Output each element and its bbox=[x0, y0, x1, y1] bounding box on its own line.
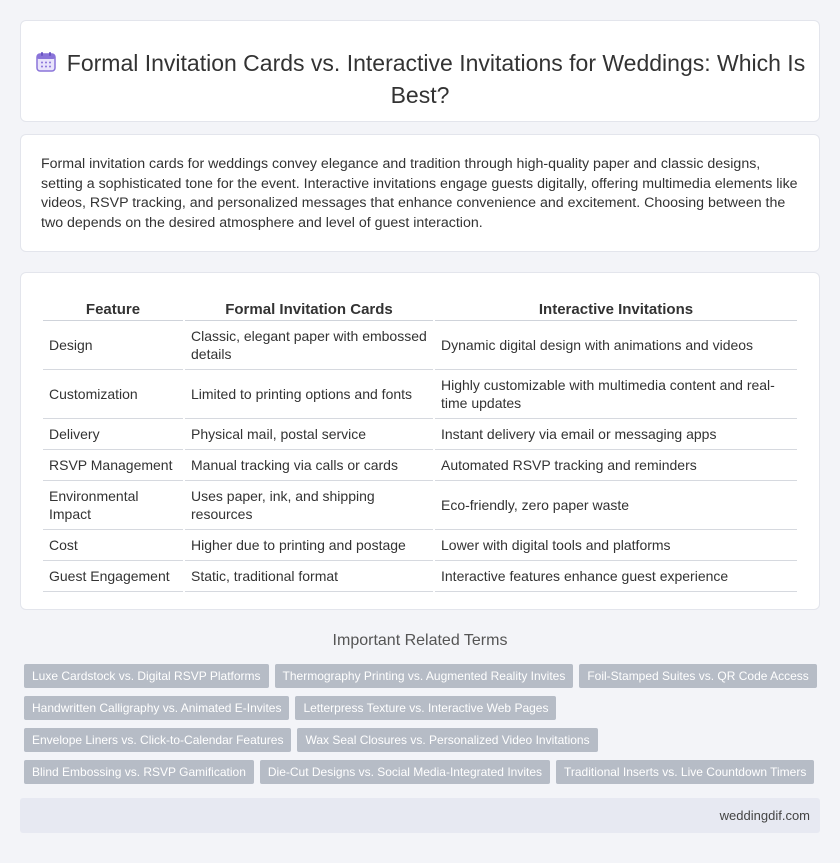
cell-formal: Manual tracking via calls or cards bbox=[185, 450, 433, 481]
header-feature: Feature bbox=[43, 297, 183, 321]
related-term-tag[interactable]: Luxe Cardstock vs. Digital RSVP Platforms bbox=[24, 664, 269, 688]
comparison-card bbox=[20, 272, 820, 610]
intro-paragraph: Formal invitation cards for weddings convey elegance and tradition through high-quality paper and classic designs, setting a sophisticated tone for the event. Interactive invitations engage guests digitally, offering multimedia elements like videos, RSVP tracking, and personalized messages that enhance convenience and excitement. Choosing between the two depends on the desired atmosphere and level of guest interaction. bbox=[41, 156, 798, 231]
cell-feature: RSVP Management bbox=[43, 450, 183, 481]
related-term-tag[interactable]: Thermography Printing vs. Augmented Reality Invites bbox=[275, 664, 574, 688]
cell-formal: Uses paper, ink, and shipping resources bbox=[185, 481, 433, 530]
cell-feature: Design bbox=[43, 321, 183, 370]
table-row bbox=[43, 419, 797, 450]
cell-interactive: Eco-friendly, zero paper waste bbox=[435, 481, 797, 530]
related-term-tag[interactable]: Envelope Liners vs. Click-to-Calendar Features bbox=[24, 728, 291, 752]
related-terms-title: Important Related Terms bbox=[332, 632, 508, 649]
related-term-tag[interactable]: Blind Embossing vs. RSVP Gamification bbox=[24, 760, 254, 784]
cell-interactive: Instant delivery via email or messaging apps bbox=[435, 419, 797, 450]
table-row bbox=[43, 370, 797, 419]
intro-card bbox=[20, 134, 820, 252]
related-term-tag[interactable]: Die-Cut Designs vs. Social Media-Integrated Invites bbox=[260, 760, 550, 784]
related-term-tag[interactable]: Letterpress Texture vs. Interactive Web Pages bbox=[295, 696, 556, 720]
header-interactive: Interactive Invitations bbox=[435, 297, 797, 321]
cell-interactive: Highly customizable with multimedia content and real-time updates bbox=[435, 370, 797, 419]
cell-interactive: Interactive features enhance guest experience bbox=[435, 561, 797, 592]
cell-formal: Physical mail, postal service bbox=[185, 419, 433, 450]
cell-formal: Static, traditional format bbox=[185, 561, 433, 592]
related-term-tag[interactable]: Wax Seal Closures vs. Personalized Video Invitations bbox=[297, 728, 597, 752]
cell-feature: Environmental Impact bbox=[43, 481, 183, 530]
table-row bbox=[43, 450, 797, 481]
related-terms-list bbox=[24, 664, 824, 792]
comparison-table bbox=[41, 297, 799, 592]
table-header-row bbox=[43, 297, 797, 321]
cell-formal: Higher due to printing and postage bbox=[185, 530, 433, 561]
cell-feature: Cost bbox=[43, 530, 183, 561]
footer-site-link[interactable]: weddingdif.com bbox=[719, 808, 810, 823]
cell-feature: Guest Engagement bbox=[43, 561, 183, 592]
footer bbox=[20, 798, 820, 833]
table-row bbox=[43, 530, 797, 561]
cell-interactive: Dynamic digital design with animations and videos bbox=[435, 321, 797, 370]
related-term-tag[interactable]: Handwritten Calligraphy vs. Animated E-Invites bbox=[24, 696, 289, 720]
cell-formal: Classic, elegant paper with embossed details bbox=[185, 321, 433, 370]
header-formal: Formal Invitation Cards bbox=[185, 297, 433, 321]
cell-feature: Customization bbox=[43, 370, 183, 419]
title-card bbox=[20, 20, 820, 122]
table-row bbox=[43, 321, 797, 370]
cell-interactive: Lower with digital tools and platforms bbox=[435, 530, 797, 561]
cell-interactive: Automated RSVP tracking and reminders bbox=[435, 450, 797, 481]
cell-formal: Limited to printing options and fonts bbox=[185, 370, 433, 419]
related-term-tag[interactable]: Foil-Stamped Suites vs. QR Code Access bbox=[579, 664, 816, 688]
page-title-text: Formal Invitation Cards vs. Interactive Invitations for Weddings: Which Is Best? bbox=[66, 50, 806, 108]
related-term-tag[interactable]: Traditional Inserts vs. Live Countdown Timers bbox=[556, 760, 814, 784]
cell-feature: Delivery bbox=[43, 419, 183, 450]
table-row bbox=[43, 481, 797, 530]
page-title bbox=[21, 47, 819, 111]
table-row bbox=[43, 561, 797, 592]
calendar-icon bbox=[35, 51, 57, 73]
